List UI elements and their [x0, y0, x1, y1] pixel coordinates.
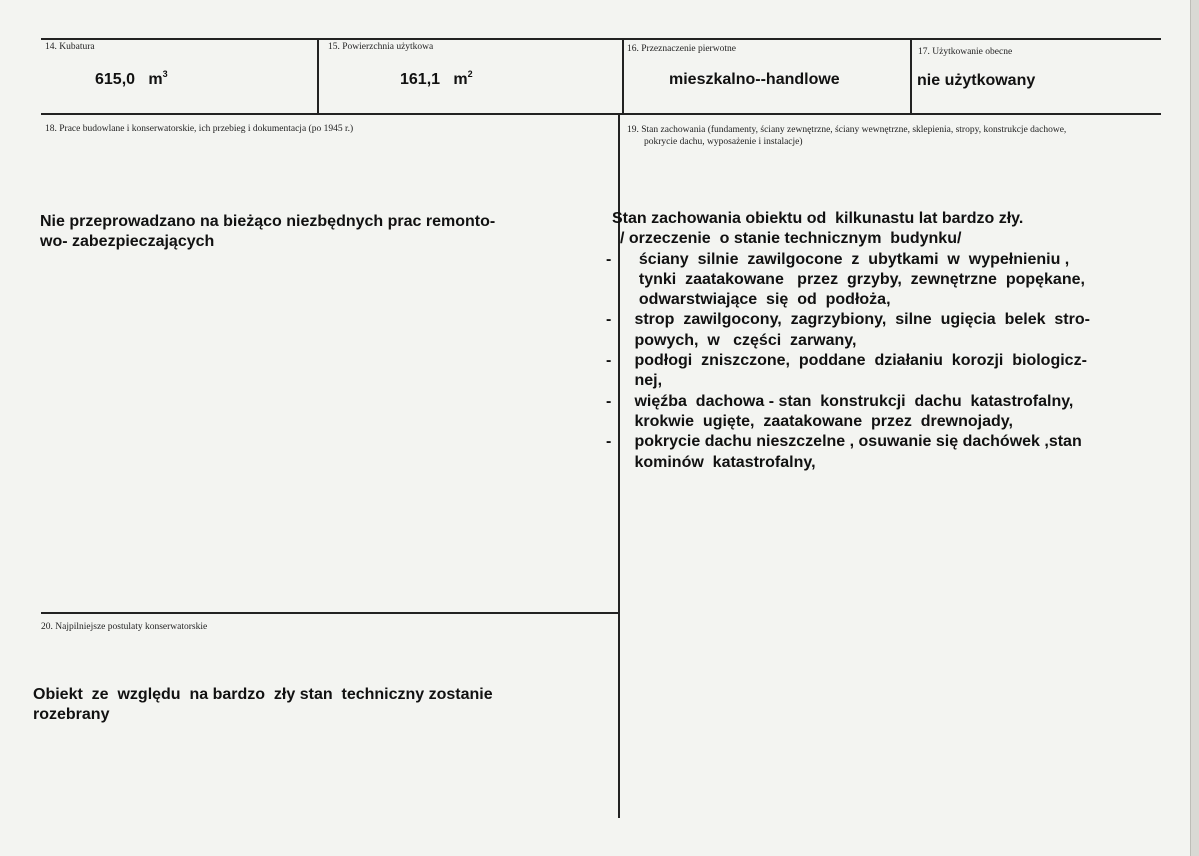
condition-line: [630, 290, 1130, 310]
condition-text: więźba dachowa - stan konstrukcji dachu katastrofalny,: [630, 392, 1074, 410]
condition-text: odwarstwiające się od podłoża,: [630, 291, 891, 309]
kubatura-unit: m: [148, 71, 163, 88]
divider-15-16: [622, 38, 624, 115]
condition-text: Stan zachowania obiektu od kilkunastu lat bardzo zły.: [612, 210, 1024, 227]
divider-14-15: [317, 38, 319, 115]
condition-text: pokrycie dachu nieszczelne , osuwanie się dachówek ,stan: [630, 433, 1082, 451]
condition-line: [606, 250, 1130, 270]
bullet-dash: -: [606, 352, 612, 370]
condition-line: [612, 209, 1130, 229]
divider-16-17: [910, 38, 912, 115]
field-20-label: 20. Najpilniejsze postulaty konserwatorskie: [41, 622, 208, 632]
condition-line: [620, 229, 1130, 249]
field-15-label: 15. Powierzchnia użytkowa: [328, 42, 434, 52]
condition-line: [606, 392, 1130, 412]
field-17-value: nie użytkowany: [917, 72, 1036, 89]
condition-line: [630, 412, 1130, 432]
kubatura-exponent: 3: [162, 69, 168, 79]
field-15-value: [400, 69, 473, 89]
condition-text: kominów katastrofalny,: [630, 453, 816, 471]
field-19-label-line1: 19. Stan zachowania (fundamenty, ściany zewnętrzne, ściany wewnętrzne, sklepienia, stropy, konstrukcje dachowe,: [627, 125, 1067, 135]
condition-text: strop zawilgocony, zagrzybiony, silne ugięcia belek stro-: [630, 311, 1090, 329]
condition-text: tynki zaatakowane przez grzyby, zewnętrzne popękane,: [630, 270, 1085, 288]
top-border-line: [41, 38, 1161, 40]
condition-text: powych, w części zarwany,: [630, 331, 857, 349]
condition-text: ściany silnie zawilgocone z ubytkami w wypełnieniu ,: [630, 250, 1070, 268]
condition-line: [606, 351, 1130, 371]
field-19-label-line2: pokrycie dachu, wyposażenie i instalacje): [644, 137, 803, 147]
field-18-text: Nie przeprowadzano na bieżąco niezbędnych prac remonto- wo- zabezpieczających: [40, 213, 496, 250]
bullet-dash: -: [606, 392, 612, 410]
section20-top-line: [41, 612, 620, 614]
field-14-label: 14. Kubatura: [45, 42, 95, 52]
condition-line: [630, 453, 1130, 473]
card-right-edge: [1190, 0, 1199, 856]
area-exponent: 2: [467, 69, 473, 79]
condition-line: [606, 432, 1130, 452]
bullet-dash: -: [606, 433, 612, 451]
condition-line: [630, 270, 1130, 290]
condition-line: [630, 331, 1130, 351]
field-17-label: 17. Użytkowanie obecne: [918, 47, 1013, 57]
condition-text: krokwie ugięte, zaatakowane przez drewnojady,: [630, 412, 1013, 430]
area-unit: m: [453, 71, 468, 88]
field-16-value: mieszkalno--handlowe: [669, 71, 840, 88]
bullet-dash: -: [606, 250, 612, 268]
field-18-label: 18. Prace budowlane i konserwatorskie, ich przebieg i dokumentacja (po 1945 r.): [45, 124, 354, 134]
condition-line: [630, 371, 1130, 391]
field-20-text: Obiekt ze względu na bardzo zły stan techniczny zostanie rozebrany: [33, 686, 493, 723]
area-number: 161,1: [400, 71, 441, 88]
condition-line: [606, 310, 1130, 330]
condition-text: podłogi zniszczone, poddane działaniu korozji biologicz-: [630, 352, 1087, 370]
field-16-label: 16. Przeznaczenie pierwotne: [627, 44, 736, 54]
condition-text: / orzeczenie o stanie technicznym budynku/: [620, 230, 962, 248]
condition-text: nej,: [630, 372, 663, 390]
row1-bottom-line: [41, 113, 1161, 115]
field-14-value: [95, 69, 168, 89]
kubatura-number: 615,0: [95, 71, 136, 88]
bullet-dash: -: [606, 311, 612, 329]
field-19-condition-list: [606, 209, 1130, 473]
